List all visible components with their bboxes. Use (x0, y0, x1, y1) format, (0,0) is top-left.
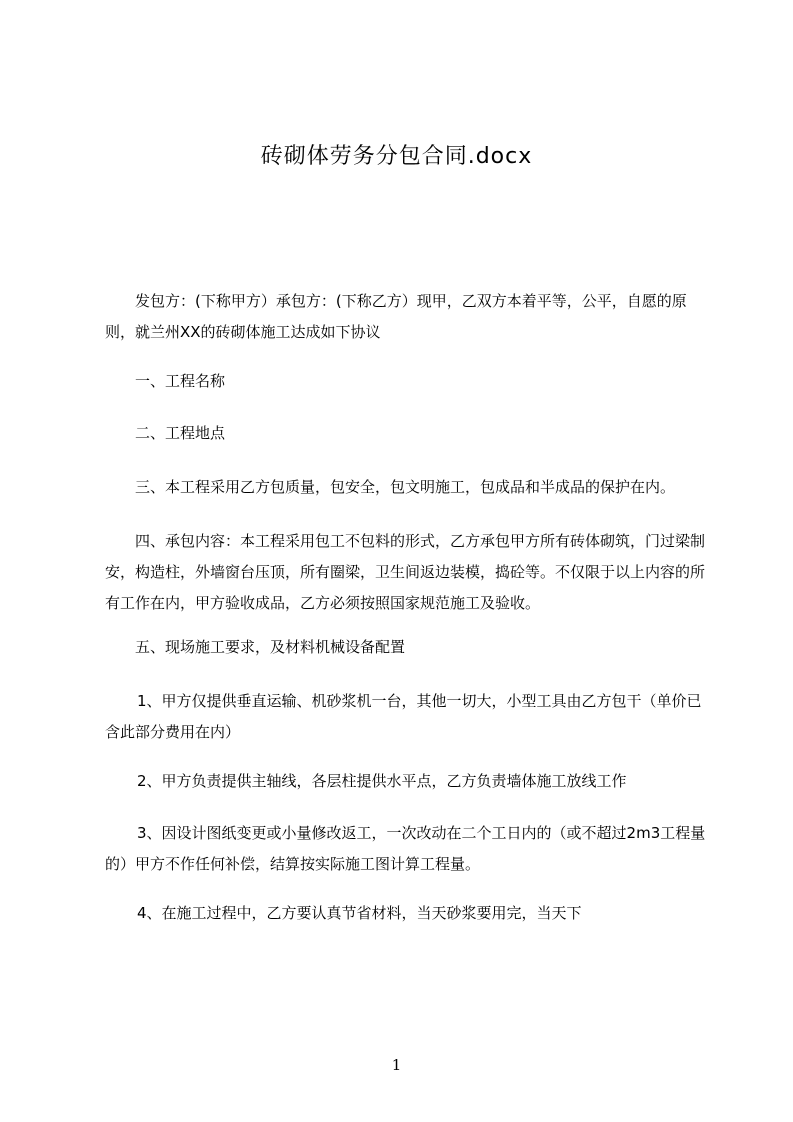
paragraph-item-4: 4、在施工过程中，乙方要认真节省材料，当天砂浆要用完，当天下 (137, 904, 582, 922)
paragraph-item-1: 1、甲方仅提供垂直运输、机砂浆机一台，其他一切大，小型工具由乙方包干（单价已含此部分费用在内） (105, 692, 702, 741)
paragraph-project-location: 二、工程地点 (135, 424, 226, 442)
page-number: 1 (391, 1056, 402, 1074)
paragraph-site-requirements: 五、现场施工要求，及材料机械设备配置 (135, 638, 406, 656)
paragraph-item-3: 3、因设计图纸变更或小量修改返工，一次改动在二个工日内的（或不超过2m3工程量的）甲方不作任何补偿，结算按实际施工图计算工程量。 (105, 824, 706, 873)
paragraph-item-2: 2、甲方负责提供主轴线，各层柱提供水平点，乙方负责墙体施工放线工作 (137, 772, 627, 790)
paragraph-project-name: 一、工程名称 (135, 372, 226, 390)
paragraph-quality-safety: 三、本工程采用乙方包质量，包安全，包文明施工，包成品和半成品的保护在内。 (135, 478, 676, 496)
paragraph-parties: 发包方：(下称甲方）承包方：(下称乙方）现甲，乙双方本着平等，公平，自愿的原则，就兰州XX的砖砌体施工达成如下协议 (105, 292, 687, 341)
paragraph-contract-scope: 四、承包内容：本工程采用包工不包料的形式，乙方承包甲方所有砖体砌筑，门过梁制安，构造柱，外墙窗台压顶，所有圈梁，卫生间返边装模，捣砼等。不仅限于以上内容的所有工作在内，甲方验收成品，乙方必须按照国家规范施工及验收。 (105, 532, 706, 612)
document-title: 砖砌体劳务分包合同.docx (260, 144, 533, 169)
